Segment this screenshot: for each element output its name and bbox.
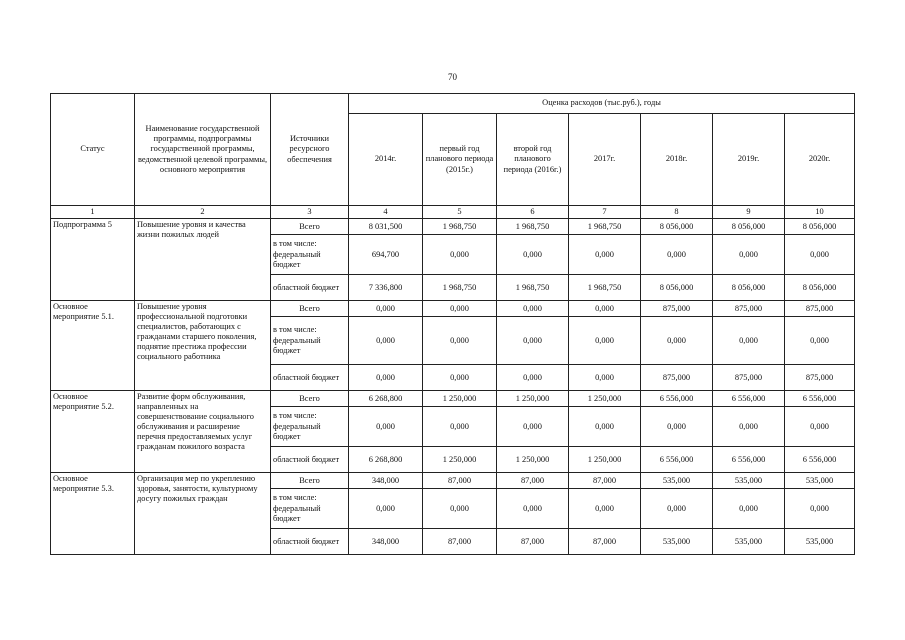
program-name-cell: Повышение уровня и качества жизни пожилых людей (135, 219, 271, 301)
amount-cell: 535,000 (785, 529, 855, 555)
amount-cell: 6 268,800 (349, 447, 423, 473)
header-name: Наименование государственной программы, подпрограммы государственной программы, ведомственной целевой программы, основного мероприятия (135, 94, 271, 206)
amount-cell: 0,000 (785, 317, 855, 365)
column-index: 2 (135, 206, 271, 219)
table-row (51, 473, 855, 489)
amount-cell: 6 556,000 (713, 391, 785, 407)
amount-cell: 0,000 (641, 317, 713, 365)
header-status: Статус (51, 94, 135, 206)
amount-cell: 875,000 (785, 365, 855, 391)
amount-cell: 875,000 (641, 301, 713, 317)
status-cell: Основное мероприятие 5.3. (51, 473, 135, 555)
amount-cell: 0,000 (497, 317, 569, 365)
amount-cell: 875,000 (713, 301, 785, 317)
source-cell: в том числе: федеральный бюджет (271, 407, 349, 447)
header-year: второй год планового периода (2016г.) (497, 114, 569, 206)
amount-cell: 694,700 (349, 235, 423, 275)
amount-cell: 0,000 (497, 301, 569, 317)
table-row (51, 301, 855, 317)
column-index: 6 (497, 206, 569, 219)
source-cell: в том числе: федеральный бюджет (271, 317, 349, 365)
amount-cell: 0,000 (713, 407, 785, 447)
amount-cell: 0,000 (569, 365, 641, 391)
amount-cell: 1 968,750 (497, 219, 569, 235)
amount-cell: 87,000 (569, 473, 641, 489)
amount-cell: 1 250,000 (497, 391, 569, 407)
table-row (51, 219, 855, 235)
amount-cell: 0,000 (349, 365, 423, 391)
amount-cell: 0,000 (349, 317, 423, 365)
amount-cell: 1 250,000 (423, 447, 497, 473)
header-estimate: Оценка расходов (тыс.руб.), годы (349, 94, 855, 114)
source-cell: областной бюджет (271, 447, 349, 473)
table-row (51, 391, 855, 407)
source-cell: в том числе: федеральный бюджет (271, 235, 349, 275)
amount-cell: 0,000 (713, 317, 785, 365)
amount-cell: 0,000 (423, 235, 497, 275)
amount-cell: 0,000 (569, 489, 641, 529)
header-year: 2014г. (349, 114, 423, 206)
header-year: 2017г. (569, 114, 641, 206)
amount-cell: 0,000 (423, 407, 497, 447)
amount-cell: 1 250,000 (569, 391, 641, 407)
amount-cell: 8 056,000 (713, 219, 785, 235)
amount-cell: 8 056,000 (785, 275, 855, 301)
source-cell: Всего (271, 473, 349, 489)
page-number: 70 (448, 72, 457, 82)
column-index: 8 (641, 206, 713, 219)
amount-cell: 8 056,000 (641, 275, 713, 301)
amount-cell: 0,000 (423, 317, 497, 365)
amount-cell: 0,000 (423, 301, 497, 317)
header-year: 2020г. (785, 114, 855, 206)
column-index: 10 (785, 206, 855, 219)
amount-cell: 0,000 (713, 489, 785, 529)
amount-cell: 8 056,000 (713, 275, 785, 301)
amount-cell: 875,000 (785, 301, 855, 317)
source-cell: в том числе: федеральный бюджет (271, 489, 349, 529)
amount-cell: 1 968,750 (423, 219, 497, 235)
amount-cell: 1 968,750 (497, 275, 569, 301)
header-year: первый год планового периода (2015г.) (423, 114, 497, 206)
amount-cell: 875,000 (713, 365, 785, 391)
program-name-cell: Организация мер по укреплению здоровья, занятости, культурному досугу пожилых граждан (135, 473, 271, 555)
amount-cell: 6 556,000 (641, 447, 713, 473)
amount-cell: 0,000 (785, 407, 855, 447)
source-cell: областной бюджет (271, 529, 349, 555)
amount-cell: 6 556,000 (785, 447, 855, 473)
amount-cell: 0,000 (497, 489, 569, 529)
amount-cell: 6 268,800 (349, 391, 423, 407)
amount-cell: 1 250,000 (423, 391, 497, 407)
amount-cell: 0,000 (349, 407, 423, 447)
program-name-cell: Развитие форм обслуживания, направленных на совершенствование социального обслуживания и расширение перечня предоставляемых услуг гражданам пожилого возраста (135, 391, 271, 473)
column-index: 3 (271, 206, 349, 219)
program-name-cell: Повышение уровня профессиональной подготовки специалистов, работающих с гражданами старшего поколения, поднятие престижа профессии социального работника (135, 301, 271, 391)
amount-cell: 0,000 (349, 489, 423, 529)
amount-cell: 0,000 (423, 365, 497, 391)
amount-cell: 8 031,500 (349, 219, 423, 235)
column-index: 5 (423, 206, 497, 219)
amount-cell: 1 250,000 (497, 447, 569, 473)
amount-cell: 0,000 (569, 301, 641, 317)
amount-cell: 0,000 (349, 301, 423, 317)
source-cell: областной бюджет (271, 275, 349, 301)
header-year: 2018г. (641, 114, 713, 206)
amount-cell: 6 556,000 (785, 391, 855, 407)
amount-cell: 1 250,000 (569, 447, 641, 473)
amount-cell: 0,000 (641, 489, 713, 529)
status-cell: Подпрограмма 5 (51, 219, 135, 301)
amount-cell: 1 968,750 (423, 275, 497, 301)
status-cell: Основное мероприятие 5.2. (51, 391, 135, 473)
amount-cell: 535,000 (713, 529, 785, 555)
amount-cell: 535,000 (713, 473, 785, 489)
column-index-row (51, 206, 855, 219)
amount-cell: 535,000 (785, 473, 855, 489)
amount-cell: 0,000 (785, 235, 855, 275)
budget-table (50, 93, 855, 555)
amount-cell: 0,000 (713, 235, 785, 275)
amount-cell: 535,000 (641, 473, 713, 489)
amount-cell: 87,000 (497, 473, 569, 489)
column-index: 1 (51, 206, 135, 219)
amount-cell: 0,000 (423, 489, 497, 529)
source-cell: Всего (271, 219, 349, 235)
header-year: 2019г. (713, 114, 785, 206)
amount-cell: 0,000 (497, 407, 569, 447)
status-cell: Основное мероприятие 5.1. (51, 301, 135, 391)
amount-cell: 535,000 (641, 529, 713, 555)
column-index: 7 (569, 206, 641, 219)
amount-cell: 7 336,800 (349, 275, 423, 301)
amount-cell: 0,000 (569, 235, 641, 275)
amount-cell: 6 556,000 (713, 447, 785, 473)
amount-cell: 875,000 (641, 365, 713, 391)
amount-cell: 1 968,750 (569, 219, 641, 235)
amount-cell: 0,000 (497, 235, 569, 275)
amount-cell: 1 968,750 (569, 275, 641, 301)
amount-cell: 0,000 (785, 489, 855, 529)
amount-cell: 0,000 (569, 407, 641, 447)
amount-cell: 0,000 (641, 235, 713, 275)
amount-cell: 87,000 (569, 529, 641, 555)
amount-cell: 8 056,000 (641, 219, 713, 235)
amount-cell: 0,000 (641, 407, 713, 447)
amount-cell: 87,000 (497, 529, 569, 555)
source-cell: Всего (271, 301, 349, 317)
column-index: 9 (713, 206, 785, 219)
amount-cell: 8 056,000 (785, 219, 855, 235)
amount-cell: 348,000 (349, 473, 423, 489)
amount-cell: 0,000 (569, 317, 641, 365)
amount-cell: 0,000 (497, 365, 569, 391)
header-sources: Источники ресурсного обеспечения (271, 94, 349, 206)
amount-cell: 87,000 (423, 473, 497, 489)
amount-cell: 6 556,000 (641, 391, 713, 407)
source-cell: Всего (271, 391, 349, 407)
source-cell: областной бюджет (271, 365, 349, 391)
amount-cell: 87,000 (423, 529, 497, 555)
column-index: 4 (349, 206, 423, 219)
amount-cell: 348,000 (349, 529, 423, 555)
